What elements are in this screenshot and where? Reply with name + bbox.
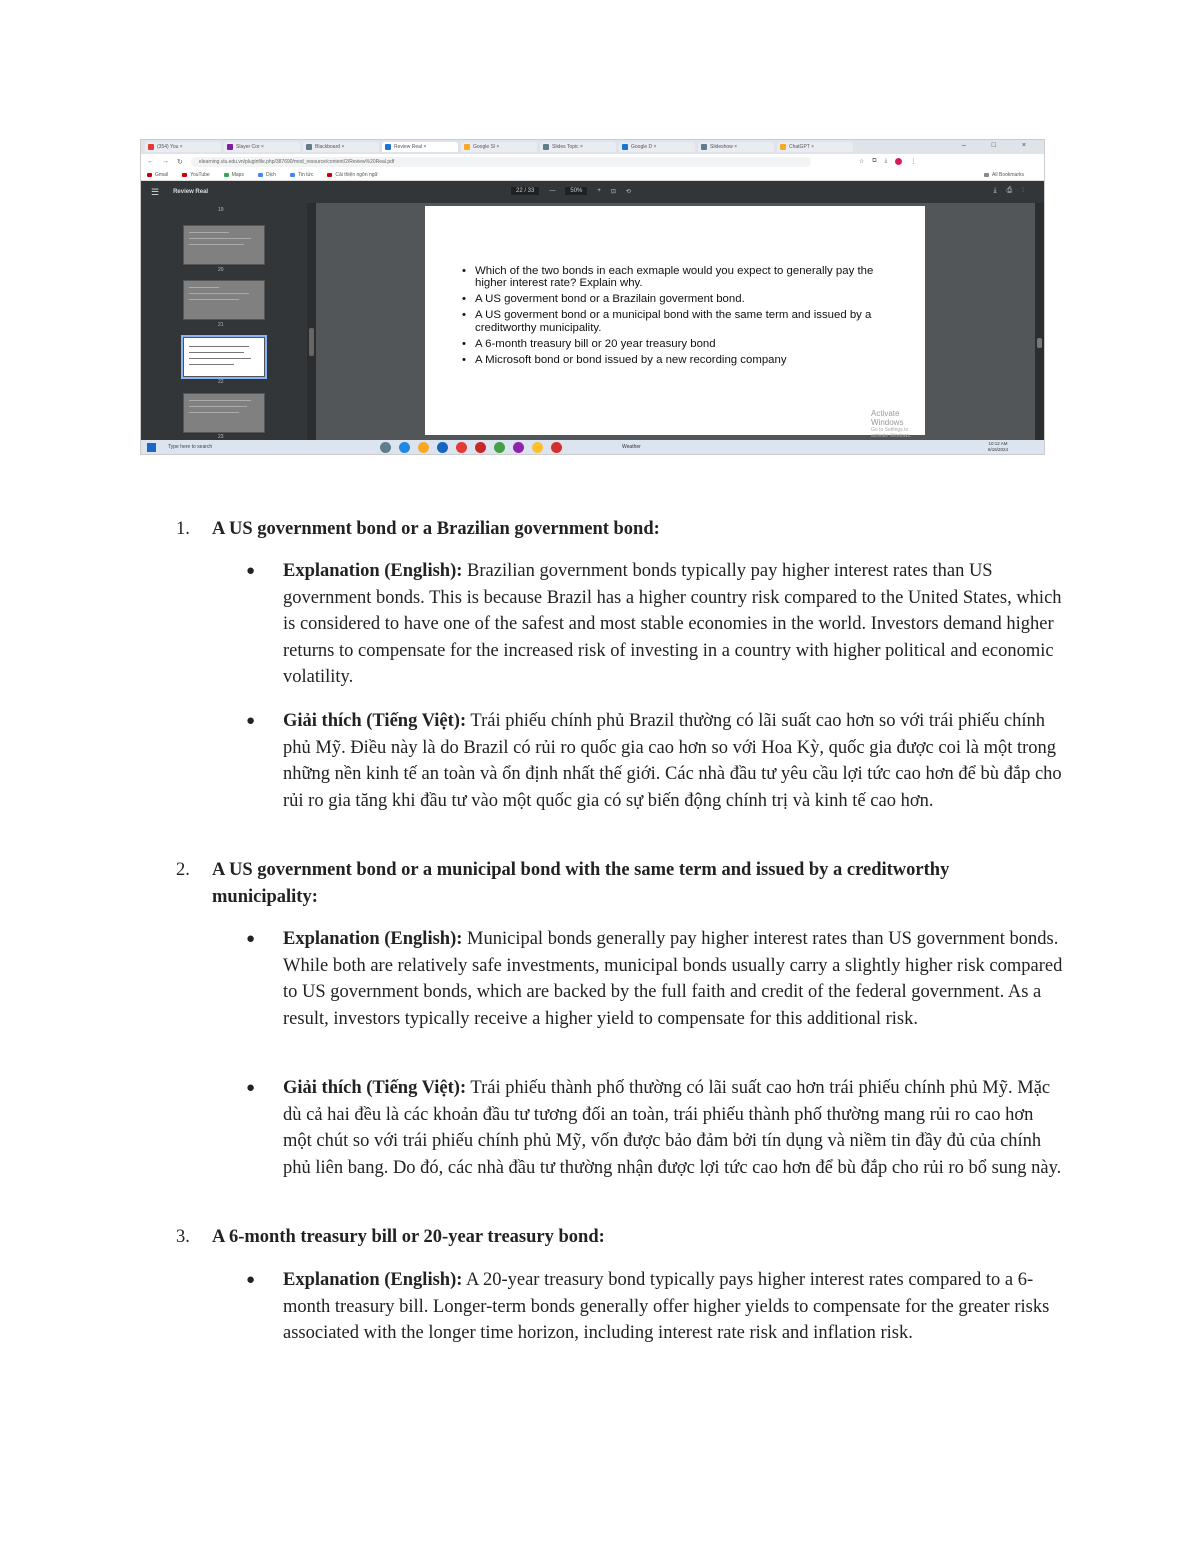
zoom-in-icon[interactable]: + [597, 188, 601, 194]
thumbnail-number: 21 [218, 322, 224, 328]
thumbnail-sidebar [141, 203, 307, 440]
url-input[interactable]: elearning.vlu.edu.vn/pluginfile.php/387690/mod_resource/content/2/Review%20Real.pdf [191, 157, 811, 167]
explanation-label: Giải thích (Tiếng Việt): [283, 1078, 467, 1098]
tab-favicon-icon [148, 144, 154, 150]
tab-favicon-icon [464, 144, 470, 150]
document-title: Review Real [173, 189, 209, 195]
slide-bullet: • A US goverment bond or a municipal bond with the same term and issued by a creditworthy municipality. [461, 309, 891, 334]
browser-tab-active[interactable] [382, 142, 458, 152]
tab-label: (354) You × [157, 144, 183, 150]
star-icon[interactable]: ☆ [858, 159, 865, 165]
explanation-label: Explanation (English): [283, 561, 463, 581]
thumbnail-number: 23 [218, 434, 224, 440]
page-scrollbar[interactable] [1035, 203, 1044, 440]
tab-favicon-icon [306, 144, 312, 150]
edge-icon[interactable] [399, 442, 410, 453]
pdf-canvas [316, 203, 1035, 440]
chrome-profile-icon[interactable] [551, 442, 562, 453]
question-number: 2. [176, 860, 190, 880]
bookmark-icon [182, 173, 187, 177]
taskbar-apps [380, 442, 562, 453]
browser-tab-bar [141, 140, 1044, 154]
zoom-level[interactable]: 50% [565, 187, 587, 195]
extension-icon[interactable]: ⧉ [872, 158, 877, 164]
explanation-text [283, 708, 1063, 814]
slide-bullet: • Which of the two bonds in each exmaple would you expect to generally pay the higher interest rate? Explain why. [461, 265, 891, 290]
slide-bullet: • A US goverment bond or a Brazilain goverment bond. [461, 293, 891, 305]
explanation-body: Brazilian government bonds typically pay higher interest rates than US government bonds. This is because Brazil has a higher country risk compared to the United States, which is considered to have one of the safest and most stable economies in the world. Investors demand higher returns to compensate for the increased risk of investing in a country with higher political and economic volatility. [283, 561, 1062, 688]
tab-label: Blackboard × [315, 144, 345, 150]
explanation-text [283, 558, 1063, 691]
thumb-line [189, 352, 244, 353]
thumb-line [189, 364, 234, 365]
menu-icon[interactable]: ⋮ [910, 159, 917, 165]
thumbnail-number: 19 [218, 207, 224, 213]
browser-tab[interactable] [461, 142, 537, 152]
thumb-line [189, 287, 219, 288]
back-icon[interactable]: ← [147, 158, 154, 165]
window-controls[interactable]: – □ × [961, 142, 1038, 149]
store-icon[interactable] [437, 442, 448, 453]
reload-icon[interactable]: ↻ [177, 158, 183, 166]
thumb-line [189, 358, 251, 359]
viewer-actions[interactable]: ⤓⎙⋮ [993, 187, 1034, 194]
bookmark-icon [147, 173, 152, 177]
bookmark-item[interactable]: Maps [224, 172, 244, 178]
tab-label: Review Real × [394, 144, 427, 150]
explanation-text [283, 926, 1063, 1032]
bookmark-item[interactable]: Cải thiện ngôn ngữ [327, 172, 378, 178]
browser-tab[interactable] [698, 142, 774, 152]
download-icon[interactable]: ⤓ [884, 158, 888, 164]
thumb-line [189, 400, 251, 401]
tab-label: Slides Topic × [552, 144, 583, 150]
slide-bullet-list [461, 265, 891, 370]
thumb-line [189, 238, 251, 239]
windows-taskbar [141, 440, 1044, 454]
tab-label: Slayer Cor × [236, 144, 264, 150]
profile-icon[interactable] [895, 158, 902, 165]
coccoc-icon[interactable] [494, 442, 505, 453]
address-row [141, 154, 1044, 169]
question-title: A US government bond or a Brazilian government bond: [212, 519, 660, 539]
fit-page-icon[interactable]: ⊡ [610, 188, 616, 195]
explanation-label: Explanation (English): [283, 929, 463, 949]
taskbar-search[interactable]: Type here to search [168, 444, 213, 450]
bookmarks-bar [141, 169, 1044, 181]
browser-tab[interactable] [619, 142, 695, 152]
bookmark-icon [327, 173, 332, 177]
clock-date: 6/16/2024 [987, 446, 1008, 452]
pdf-viewer-toolbar [141, 181, 1044, 203]
browser-tab[interactable] [224, 142, 300, 152]
question-title: A US government bond or a municipal bond with the same term and issued by a creditworthy municipality: [212, 860, 950, 907]
thumb-line [189, 412, 239, 413]
zoom-out-icon[interactable]: — [549, 188, 556, 194]
chrome-icon[interactable] [456, 442, 467, 453]
bookmark-item[interactable]: YouTube [182, 172, 210, 178]
pdf-page [425, 206, 925, 439]
thumb-line [189, 293, 249, 294]
page-thumbnail[interactable] [183, 280, 265, 320]
explanation-text [283, 1267, 1063, 1347]
explanation-body: Trái phiếu thành phố thường có lãi suất cao hơn trái phiếu chính phủ Mỹ. Mặc dù cả hai đều là các khoản đầu tư tương đối an toàn, trái phiếu thành phố thường mang rủi ro cao hơn một chút so với trái phiếu chính phủ Mỹ, vốn được bảo đảm bởi tín dụng và niềm tin đầy đủ của chính phủ liên bang. Do đó, các nhà đầu tư thường nhận được lợi tức cao hơn để bù đắp cho rủi ro bổ sung này. [283, 1078, 1062, 1178]
bullet-icon: ● [246, 563, 256, 579]
explanation-body: Municipal bonds generally pay higher interest rates than US government bonds. While both are relatively safe investments, municipal bonds usually carry a slightly higher risk compared to US government bonds, which are backed by the full faith and credit of the federal government. As a result, investors typically receive a higher yield to compensate for this additional risk. [283, 929, 1063, 1029]
hamburger-menu-icon[interactable]: ☰ [151, 186, 160, 197]
activate-windows-watermark [871, 409, 925, 439]
tab-favicon-icon [622, 144, 628, 150]
bullet-icon: ● [246, 1272, 256, 1288]
page-controls [511, 187, 631, 195]
scrollbar-thumb[interactable] [309, 328, 314, 356]
question-title: A 6-month treasury bill or 20-year treasury bond: [212, 1227, 605, 1247]
activate-subtitle: Go to Settings to activate Windows. [871, 427, 912, 439]
bookmark-item[interactable]: All Bookmarks [984, 172, 1024, 178]
bullet-icon: ● [246, 1080, 256, 1096]
tab-label: ChatGPT × [789, 144, 815, 150]
rotate-icon[interactable]: ⟲ [625, 188, 631, 195]
bookmark-icon [224, 173, 229, 177]
explanation-label: Explanation (English): [283, 1270, 463, 1290]
bullet-icon: ● [246, 713, 256, 729]
page-thumbnail-selected[interactable] [183, 337, 265, 377]
thumb-line [189, 232, 229, 233]
tab-label: Google D × [631, 144, 657, 150]
task-view-icon[interactable] [380, 442, 391, 453]
thumbnail-number: 22 [218, 379, 224, 385]
thumb-line [189, 346, 249, 347]
bookmark-item[interactable]: Tin tức [290, 172, 313, 178]
messenger-icon[interactable] [513, 442, 524, 453]
taskbar-weather[interactable]: Weather [622, 444, 641, 450]
explanation-label: Giải thích (Tiếng Việt): [283, 711, 467, 731]
bullet-icon: ● [246, 931, 256, 947]
bookmark-item[interactable]: Gmail [147, 172, 168, 178]
slide-bullet: • A Microsoft bond or bond issued by a new recording company [461, 354, 891, 366]
tab-favicon-icon [701, 144, 707, 150]
activate-title: Activate Windows [871, 409, 904, 427]
thumb-line [189, 299, 239, 300]
tab-favicon-icon [227, 144, 233, 150]
tab-favicon-icon [543, 144, 549, 150]
question-number: 3. [176, 1227, 190, 1247]
scrollbar-thumb[interactable] [1037, 338, 1042, 348]
explanation-body: Trái phiếu chính phủ Brazil thường có lãi suất cao hơn so với trái phiếu chính phủ Mỹ. Điều này là do Brazil có rủi ro quốc gia cao hơn so với Hoa Kỳ, quốc gia được coi là một trong những nền kinh tế an toàn và ổn định nhất thế giới. Các nhà đầu tư yêu cầu lợi tức cao hơn để bù đắp cho rủi ro gia tăng khi đầu tư vào một quốc gia có sự biến động chính trị và kinh tế cao hơn. [283, 711, 1062, 811]
taskbar-clock[interactable] [988, 441, 1008, 452]
browser-tab[interactable] [145, 142, 221, 152]
tab-favicon-icon [385, 144, 391, 150]
page-thumbnail[interactable] [183, 225, 265, 265]
windows-start-icon[interactable] [147, 443, 156, 452]
explanation-body: A 20-year treasury bond typically pays higher interest rates compared to a 6-month treasury bill. Longer-term bonds generally offer higher yields to compensate for the greater risks associated with the longer time horizon, including interest rate risk and inflation risk. [283, 1270, 1050, 1344]
page-indicator[interactable]: 22 / 33 [511, 187, 539, 195]
file-explorer-icon[interactable] [418, 442, 429, 453]
extensions-area [859, 158, 916, 165]
bookmark-item[interactable]: Dịch [258, 172, 276, 178]
browser-tab[interactable] [303, 142, 379, 152]
bookmark-icon [290, 173, 295, 177]
embedded-screenshot [141, 140, 1044, 454]
tab-favicon-icon [780, 144, 786, 150]
tab-label: Slideshow × [710, 144, 738, 150]
bookmark-folder-icon [984, 173, 989, 177]
forward-icon[interactable]: → [162, 158, 169, 165]
browser-tab[interactable] [777, 142, 853, 152]
slide-bullet: • A 6-month treasury bill or 20 year treasury bond [461, 338, 891, 350]
explanation-text [283, 1075, 1063, 1181]
folder-icon[interactable] [532, 442, 543, 453]
question-number: 1. [176, 519, 190, 539]
thumb-line [189, 244, 244, 245]
bookmark-icon [258, 173, 263, 177]
thumb-line [189, 406, 247, 407]
page-thumbnail[interactable] [183, 393, 265, 433]
thumbnail-number: 20 [218, 267, 224, 273]
clock-time: 10:12 AM [988, 441, 1008, 446]
browser-tab[interactable] [540, 142, 616, 152]
opera-icon[interactable] [475, 442, 486, 453]
sidebar-scrollbar[interactable] [307, 203, 316, 440]
tab-label: Google Sl × [473, 144, 500, 150]
